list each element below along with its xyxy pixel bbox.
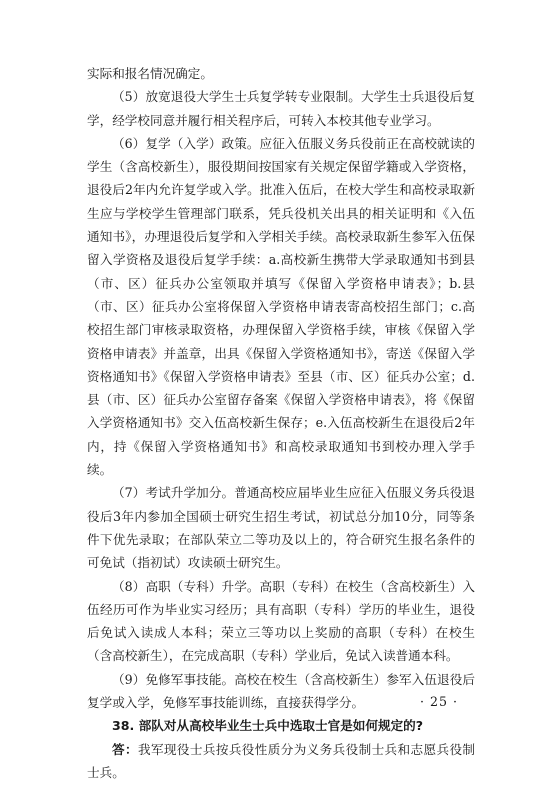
paragraph-item-7: （7）考试升学加分。普通高校应届毕业生应征入伍服义务兵役退役后3年内参加全国硕士研究生招生考试，初试总分加10分，同等条件下优先录取；在部队荣立二等功及以上的，符合研究生报名条件的可免试（指初试）攻读硕士研究生。 xyxy=(87,485,475,571)
answer-text: 我军现役士兵按兵役性质分为义务兵役制士兵和志愿兵役制士兵。 xyxy=(87,741,476,780)
body-text xyxy=(87,62,475,784)
answer-paragraph xyxy=(87,738,475,785)
answer-label: 答： xyxy=(112,741,138,757)
paragraph-item-9: （9）免修军事技能。高校在校生（含高校新生）参军入伍退役后复学或入学，免修军事技能训练，直接获得学分。 xyxy=(87,671,475,711)
paragraph-item-5: （5）放宽退役大学生士兵复学转专业限制。大学生士兵退役后复学，经学校同意并履行相关程序后，可转入本校其他专业学习。 xyxy=(87,89,475,128)
paragraph-continuation: 实际和报名情况确定。 xyxy=(87,66,213,81)
question-heading: 38. 部队对从高校毕业生士兵中选取士官是如何规定的? xyxy=(112,718,424,734)
paragraph-item-8: （8）高职（专科）升学。高职（专科）在校生（含高校新生）入伍经历可作为毕业实习经历；具有高职（专科）学历的毕业生，退役后免试入读成人本科；荣立三等功以上奖励的高职（专科）在校生（含高校新生），在完成高职（专科）学业后，免试入读普通本科。 xyxy=(87,578,475,664)
page-number: · 25 · xyxy=(420,694,459,709)
paragraph-item-6: （6）复学（入学）政策。应征入伍服义务兵役前正在高校就读的学生（含高校新生），服役期间按国家有关规定保留学籍或入学资格，退役后2年内允许复学或入学。批准入伍后，在校大学生和高校录取新生应与学校学生管理部门联系，凭兵役机关出具的相关证明和《入伍通知书》，办理退役后复学和入学相关手续。高校录取新生参军入伍保留入学资格及退役后复学手续：a.高校新生携带大学录取通知书到县（市、区）征兵办公室领取并填写《保留入学资格申请表》；b.县（市、区）征兵办公室将保留入学资格申请表寄高校招生部门；c.高校招生部门审核录取资格，办理保留入学资格手续，审核《保留入学资格申请表》并盖章，出具《保留入学资格通知书》，寄送《保留入学资格通知书》《保留入学资格申请表》至县（市、区）征兵办公室；d.县（市、区）征兵办公室留存备案《保留入学资格申请表》，将《保留入学资格通知书》交入伍高校新生保存；e.入伍高校新生在退役后2年内，持《保留入学资格通知书》和高校录取通知书到校办理入学手续。 xyxy=(87,135,475,478)
